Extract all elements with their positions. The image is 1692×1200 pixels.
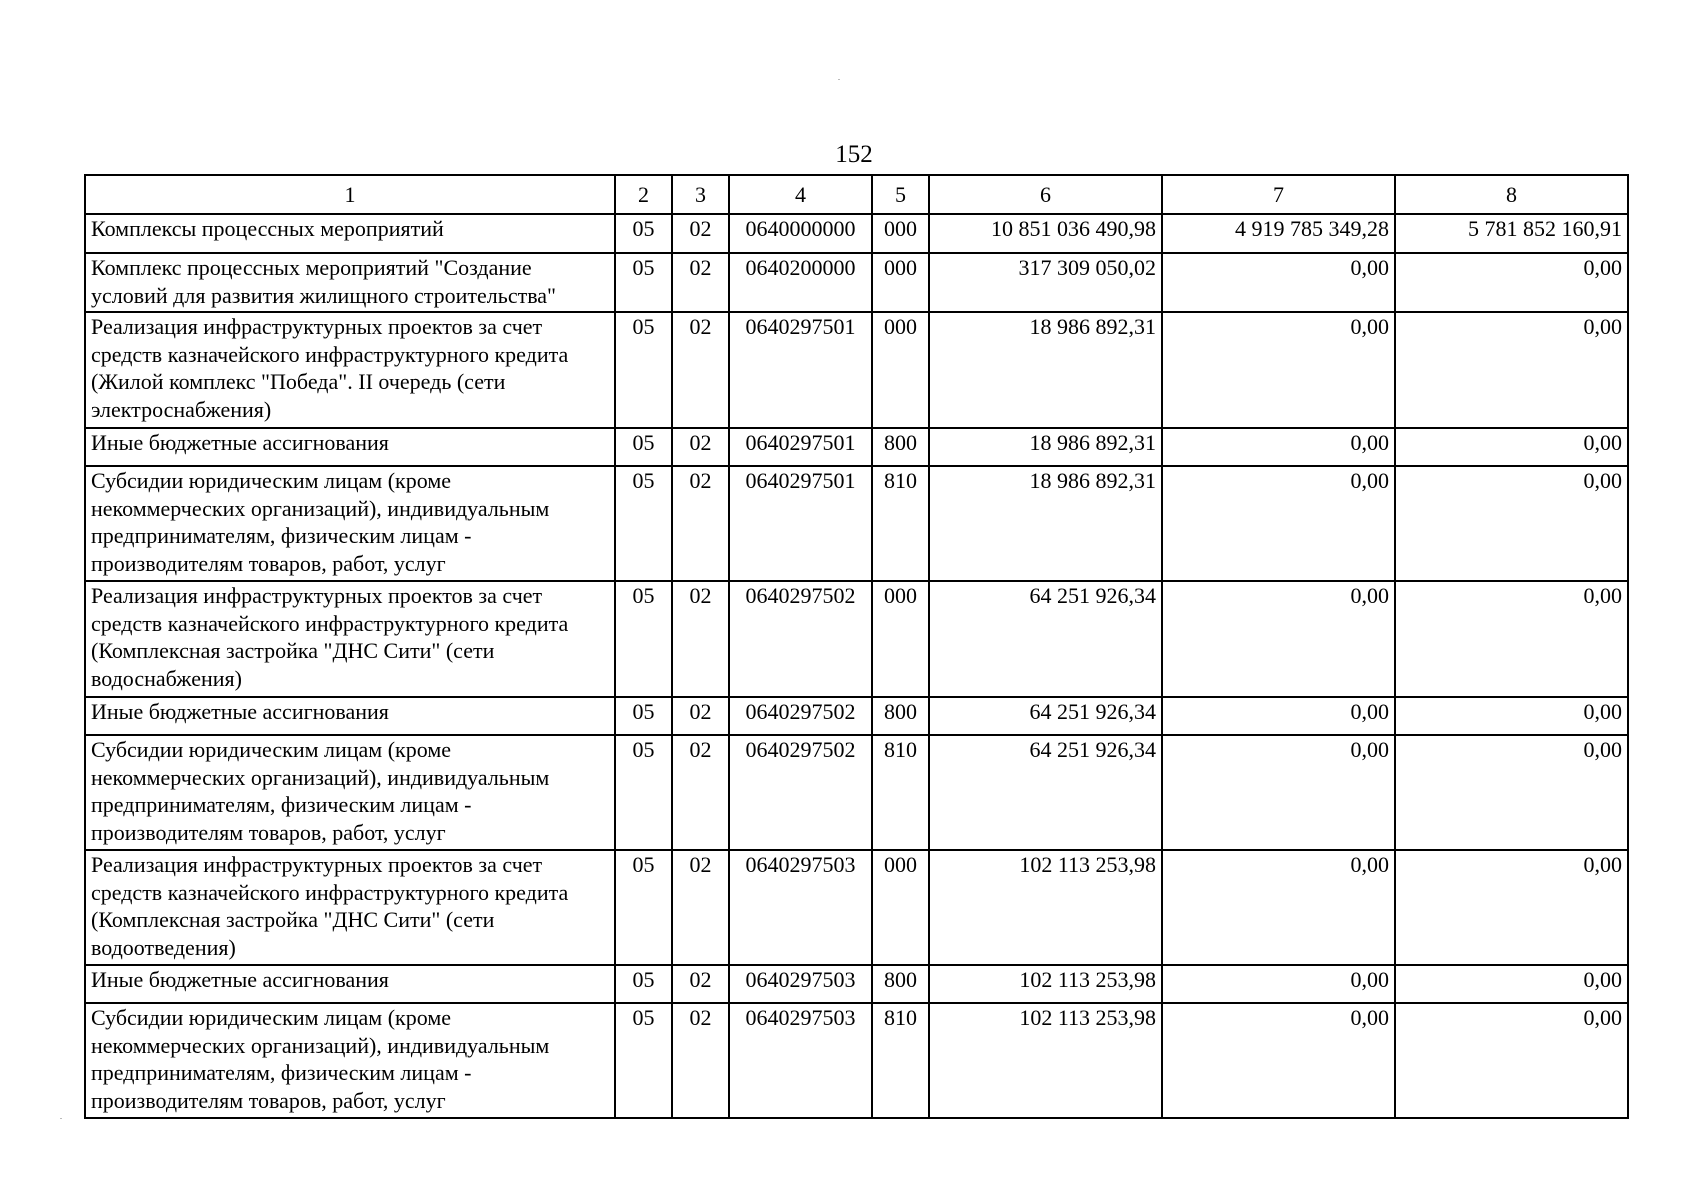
amount-col7: 0,00 [1162, 253, 1395, 312]
subsection-code: 02 [672, 253, 729, 312]
table-row [85, 697, 1628, 735]
section-code: 05 [615, 1003, 672, 1118]
section-code: 05 [615, 253, 672, 312]
column-header: 3 [672, 175, 729, 214]
table-row [85, 428, 1628, 466]
column-header: 1 [85, 175, 615, 214]
section-code: 05 [615, 697, 672, 735]
amount-col8: 0,00 [1395, 1003, 1628, 1118]
amount-col8: 0,00 [1395, 697, 1628, 735]
section-code: 05 [615, 428, 672, 466]
amount-col7: 0,00 [1162, 312, 1395, 428]
target-article-code: 0640297503 [729, 1003, 872, 1118]
expense-type-code: 800 [872, 965, 929, 1003]
table-row [85, 253, 1628, 312]
table-row [85, 1003, 1628, 1118]
amount-col8: 0,00 [1395, 428, 1628, 466]
scan-artifact [60, 1118, 62, 1119]
target-article-code: 0640297501 [729, 312, 872, 428]
row-name: Комплексы процессных мероприятий [85, 214, 615, 253]
target-article-code: 0640297501 [729, 428, 872, 466]
amount-col8: 0,00 [1395, 253, 1628, 312]
expense-type-code: 000 [872, 850, 929, 965]
budget-table [84, 174, 1629, 1119]
amount-col8: 5 781 852 160,91 [1395, 214, 1628, 253]
amount-col7: 0,00 [1162, 697, 1395, 735]
section-code: 05 [615, 312, 672, 428]
amount-col8: 0,00 [1395, 466, 1628, 581]
expense-type-code: 000 [872, 214, 929, 253]
target-article-code: 0640297503 [729, 850, 872, 965]
amount-col8: 0,00 [1395, 850, 1628, 965]
subsection-code: 02 [672, 697, 729, 735]
row-name: Субсидии юридическим лицам (кроме некоммерческих организаций), индивидуальным предпринимателям, физическим лицам - производителям товаров, работ, услуг [85, 466, 615, 581]
table-row [85, 214, 1628, 253]
expense-type-code: 000 [872, 312, 929, 428]
row-name: Реализация инфраструктурных проектов за счет средств казначейского инфраструктурного кредита (Комплексная застройка "ДНС Сити" (сети водоотведения) [85, 850, 615, 965]
amount-col7: 0,00 [1162, 735, 1395, 850]
amount-col6: 10 851 036 490,98 [929, 214, 1162, 253]
amount-col6: 18 986 892,31 [929, 466, 1162, 581]
expense-type-code: 810 [872, 735, 929, 850]
amount-col6: 102 113 253,98 [929, 965, 1162, 1003]
row-name: Реализация инфраструктурных проектов за счет средств казначейского инфраструктурного кредита (Комплексная застройка "ДНС Сити" (сети водоснабжения) [85, 581, 615, 697]
target-article-code: 0640297502 [729, 697, 872, 735]
column-header: 8 [1395, 175, 1628, 214]
subsection-code: 02 [672, 312, 729, 428]
target-article-code: 0640297502 [729, 735, 872, 850]
amount-col7: 0,00 [1162, 428, 1395, 466]
subsection-code: 02 [672, 466, 729, 581]
subsection-code: 02 [672, 735, 729, 850]
target-article-code: 0640297502 [729, 581, 872, 697]
amount-col6: 102 113 253,98 [929, 1003, 1162, 1118]
section-code: 05 [615, 735, 672, 850]
amount-col8: 0,00 [1395, 735, 1628, 850]
table-row [85, 466, 1628, 581]
row-name: Комплекс процессных мероприятий "Создание условий для развития жилищного строительства" [85, 253, 615, 312]
row-name: Субсидии юридическим лицам (кроме некоммерческих организаций), индивидуальным предпринимателям, физическим лицам - производителям товаров, работ, услуг [85, 735, 615, 850]
amount-col8: 0,00 [1395, 965, 1628, 1003]
amount-col6: 102 113 253,98 [929, 850, 1162, 965]
column-number-row [85, 175, 1628, 214]
expense-type-code: 800 [872, 697, 929, 735]
amount-col6: 18 986 892,31 [929, 428, 1162, 466]
amount-col6: 18 986 892,31 [929, 312, 1162, 428]
amount-col7: 0,00 [1162, 850, 1395, 965]
column-header: 2 [615, 175, 672, 214]
subsection-code: 02 [672, 965, 729, 1003]
column-header: 4 [729, 175, 872, 214]
table-row [85, 850, 1628, 965]
expense-type-code: 000 [872, 581, 929, 697]
amount-col7: 0,00 [1162, 466, 1395, 581]
section-code: 05 [615, 466, 672, 581]
expense-type-code: 000 [872, 253, 929, 312]
expense-type-code: 810 [872, 466, 929, 581]
row-name: Иные бюджетные ассигнования [85, 697, 615, 735]
amount-col8: 0,00 [1395, 312, 1628, 428]
amount-col7: 0,00 [1162, 965, 1395, 1003]
expense-type-code: 800 [872, 428, 929, 466]
row-name: Реализация инфраструктурных проектов за счет средств казначейского инфраструктурного кредита (Жилой комплекс "Победа". II очередь (сети электроснабжения) [85, 312, 615, 428]
amount-col8: 0,00 [1395, 581, 1628, 697]
section-code: 05 [615, 850, 672, 965]
amount-col6: 64 251 926,34 [929, 581, 1162, 697]
column-header: 6 [929, 175, 1162, 214]
scan-artifact [838, 79, 840, 80]
amount-col6: 317 309 050,02 [929, 253, 1162, 312]
section-code: 05 [615, 581, 672, 697]
amount-col7: 4 919 785 349,28 [1162, 214, 1395, 253]
target-article-code: 0640297501 [729, 466, 872, 581]
table-row [85, 312, 1628, 428]
amount-col7: 0,00 [1162, 581, 1395, 697]
target-article-code: 0640000000 [729, 214, 872, 253]
amount-col7: 0,00 [1162, 1003, 1395, 1118]
subsection-code: 02 [672, 581, 729, 697]
target-article-code: 0640297503 [729, 965, 872, 1003]
expense-type-code: 810 [872, 1003, 929, 1118]
section-code: 05 [615, 214, 672, 253]
amount-col6: 64 251 926,34 [929, 735, 1162, 850]
page-number: 152 [835, 141, 873, 168]
row-name: Иные бюджетные ассигнования [85, 965, 615, 1003]
column-header: 7 [1162, 175, 1395, 214]
row-name: Субсидии юридическим лицам (кроме некоммерческих организаций), индивидуальным предпринимателям, физическим лицам - производителям товаров, работ, услуг [85, 1003, 615, 1118]
subsection-code: 02 [672, 1003, 729, 1118]
section-code: 05 [615, 965, 672, 1003]
subsection-code: 02 [672, 428, 729, 466]
table-row [85, 965, 1628, 1003]
amount-col6: 64 251 926,34 [929, 697, 1162, 735]
column-header: 5 [872, 175, 929, 214]
table-row [85, 581, 1628, 697]
row-name: Иные бюджетные ассигнования [85, 428, 615, 466]
target-article-code: 0640200000 [729, 253, 872, 312]
subsection-code: 02 [672, 850, 729, 965]
table-row [85, 735, 1628, 850]
subsection-code: 02 [672, 214, 729, 253]
